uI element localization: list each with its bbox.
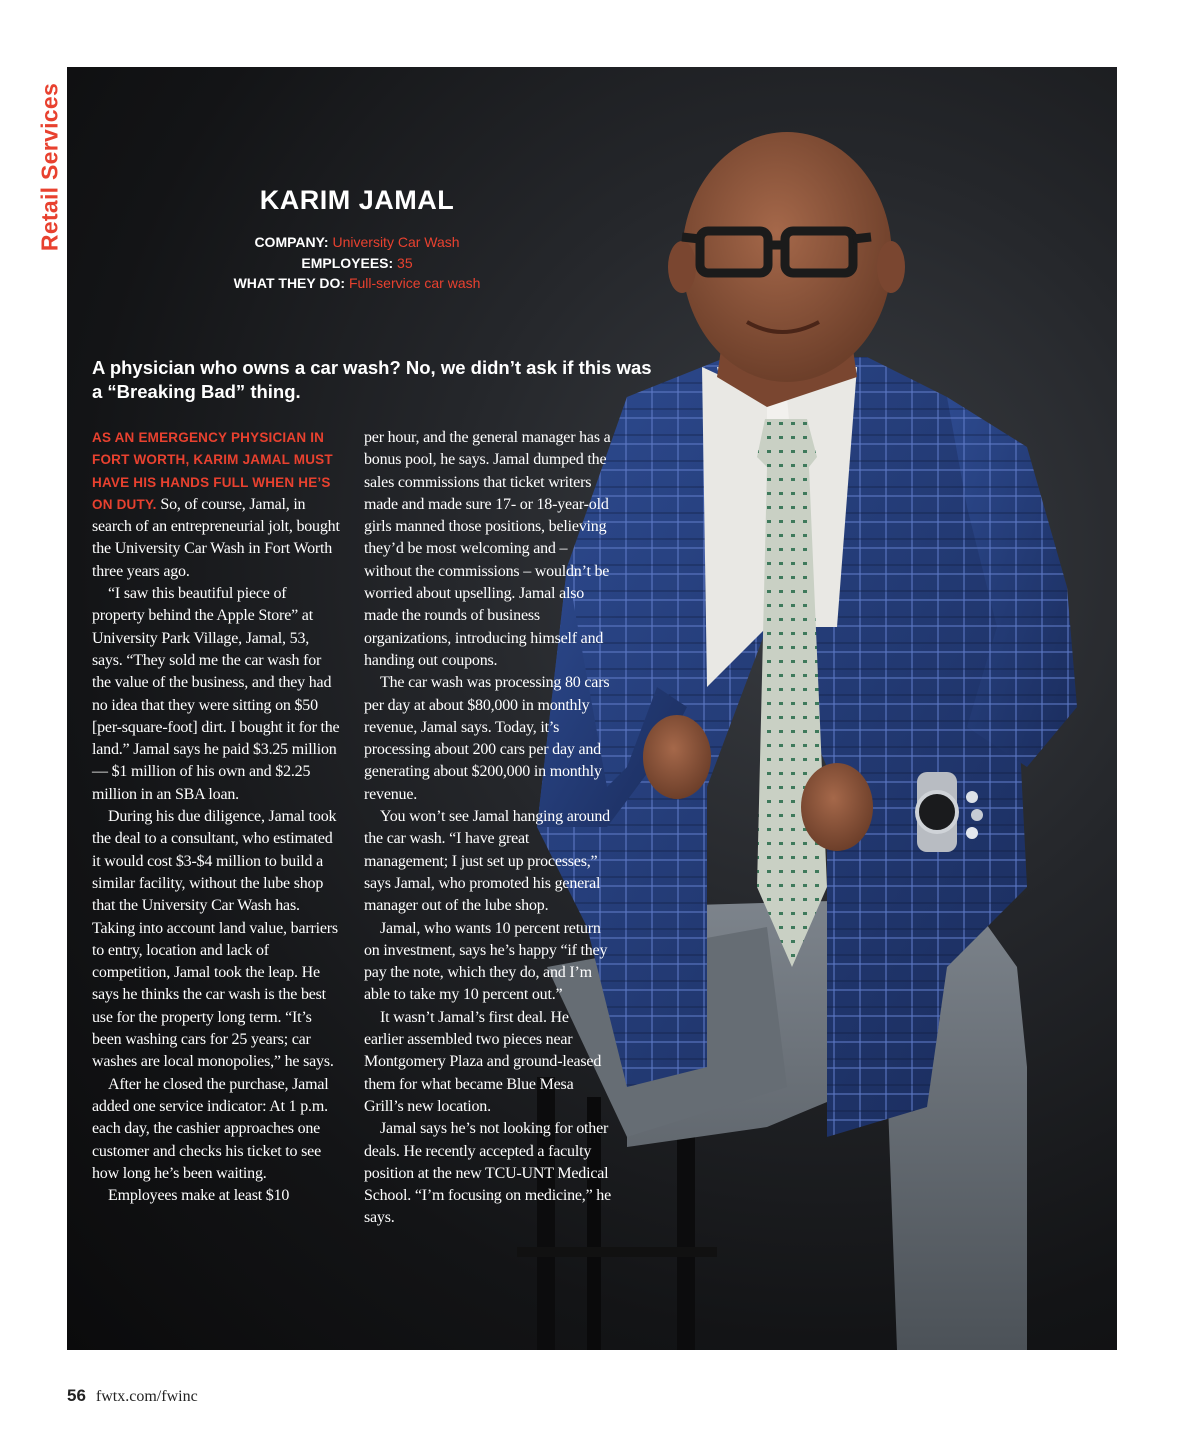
site-url: fwtx.com/fwinc bbox=[95, 1388, 198, 1405]
feature-photo-panel bbox=[67, 67, 1117, 1350]
article-body bbox=[92, 427, 612, 1327]
fact-value: 35 bbox=[397, 254, 413, 271]
fact-value: Full-service car wash bbox=[348, 275, 481, 291]
article-paragraph: After he closed the purchase, Jamal added one service indicator: At 1 p.m. each day, the cashier approaches one customer and checks his ticket to see how long he’s been waiting. bbox=[92, 1075, 329, 1182]
fact-label: EMPLOYEES: bbox=[301, 254, 394, 271]
article-paragraph: Employees make at least $10 bbox=[108, 1187, 290, 1205]
fact-company bbox=[147, 232, 567, 253]
lead-in: AS AN EMERGENCY PHYSICIAN IN FORT WORTH, KARIM JAMAL MUST HAVE HIS HANDS FULL WHEN HE’S ON DUTY. bbox=[92, 430, 333, 512]
section-label: Retail Services bbox=[36, 82, 63, 252]
page-footer bbox=[67, 1386, 198, 1406]
article-paragraph bbox=[92, 427, 340, 583]
fact-label: WHAT THEY DO: bbox=[233, 275, 346, 291]
fact-what-they-do bbox=[147, 273, 567, 294]
article-paragraph: It wasn’t Jamal’s first deal. He earlier assembled two pieces near Montgomery Plaza and ground-leased them for what became Blue Mesa Grill’s new location. bbox=[364, 1008, 602, 1115]
fact-value: University Car Wash bbox=[332, 234, 460, 250]
article-paragraph: “I saw this beautiful piece of property behind the Apple Store” at University Park Village, Jamal, 53, says. “They sold me the car wash for the value of the business, and they had no idea that they were sitting on $50 [per-square-foot] dirt. I bought it for the land.” Jamal says he paid $3.25 million — $1 million of his own and $2.25 million in an SBA loan. bbox=[92, 585, 340, 803]
article-column-left bbox=[92, 427, 340, 1207]
paragraph-text: So, of course, Jamal, in search of an entrepreneurial jolt, bought the University Car Wash in Fort Worth three years ago. bbox=[92, 495, 340, 580]
fact-employees bbox=[147, 253, 567, 274]
article-paragraph: During his due diligence, Jamal took the deal to a consultant, who estimated it would cost $3-$4 million to build a similar facility, without the lube shop that the University Car Wash has. Taking into account land value, barriers to entry, location and lack of competition, Jamal took the leap. He says he thinks the car wash is the best use for the property long term. “It’s been washing cars for 25 years; car washes are local monopolies,” he says. bbox=[92, 808, 338, 1071]
article-paragraph: Jamal, who wants 10 percent return on investment, says he’s happy “if they pay the note, which they do, and I’m able to take my 10 percent out.” bbox=[364, 919, 608, 1004]
page-number: 56 bbox=[67, 1386, 86, 1405]
article-paragraph: The car wash was processing 80 cars per day at about $80,000 in monthly revenue, Jamal says. Today, it’s processing about 200 cars per day and generating about $200,000 in monthly revenue. bbox=[364, 674, 610, 803]
article-paragraph: You won’t see Jamal hanging around the car wash. “I have great management; I just set up processes,” says Jamal, who promoted his general manager out of the lube shop. bbox=[364, 808, 610, 915]
fact-label: COMPANY: bbox=[254, 234, 329, 250]
person-name: KARIM JAMAL bbox=[259, 185, 455, 215]
article-column-right bbox=[364, 427, 612, 1230]
article-paragraph: per hour, and the general manager has a bonus pool, he says. Jamal dumped the sales commissions that ticket writers made and made sure 17- or 18-year-old girls manned those positions, believing they’d be most welcoming and – without the commissions – wouldn’t be worried about upselling. Jamal also made the rounds of business organizations, introducing himself and handing out coupons. bbox=[364, 429, 611, 669]
profile-header bbox=[147, 185, 567, 294]
article-deck: A physician who owns a car wash? No, we didn’t ask if this was a “Breaking Bad” thing. bbox=[92, 357, 652, 402]
article-paragraph: Jamal says he’s not looking for other deals. He recently accepted a faculty position at the new TCU-UNT Medical School. “I’m focusing on medicine,” he says. bbox=[364, 1120, 611, 1227]
